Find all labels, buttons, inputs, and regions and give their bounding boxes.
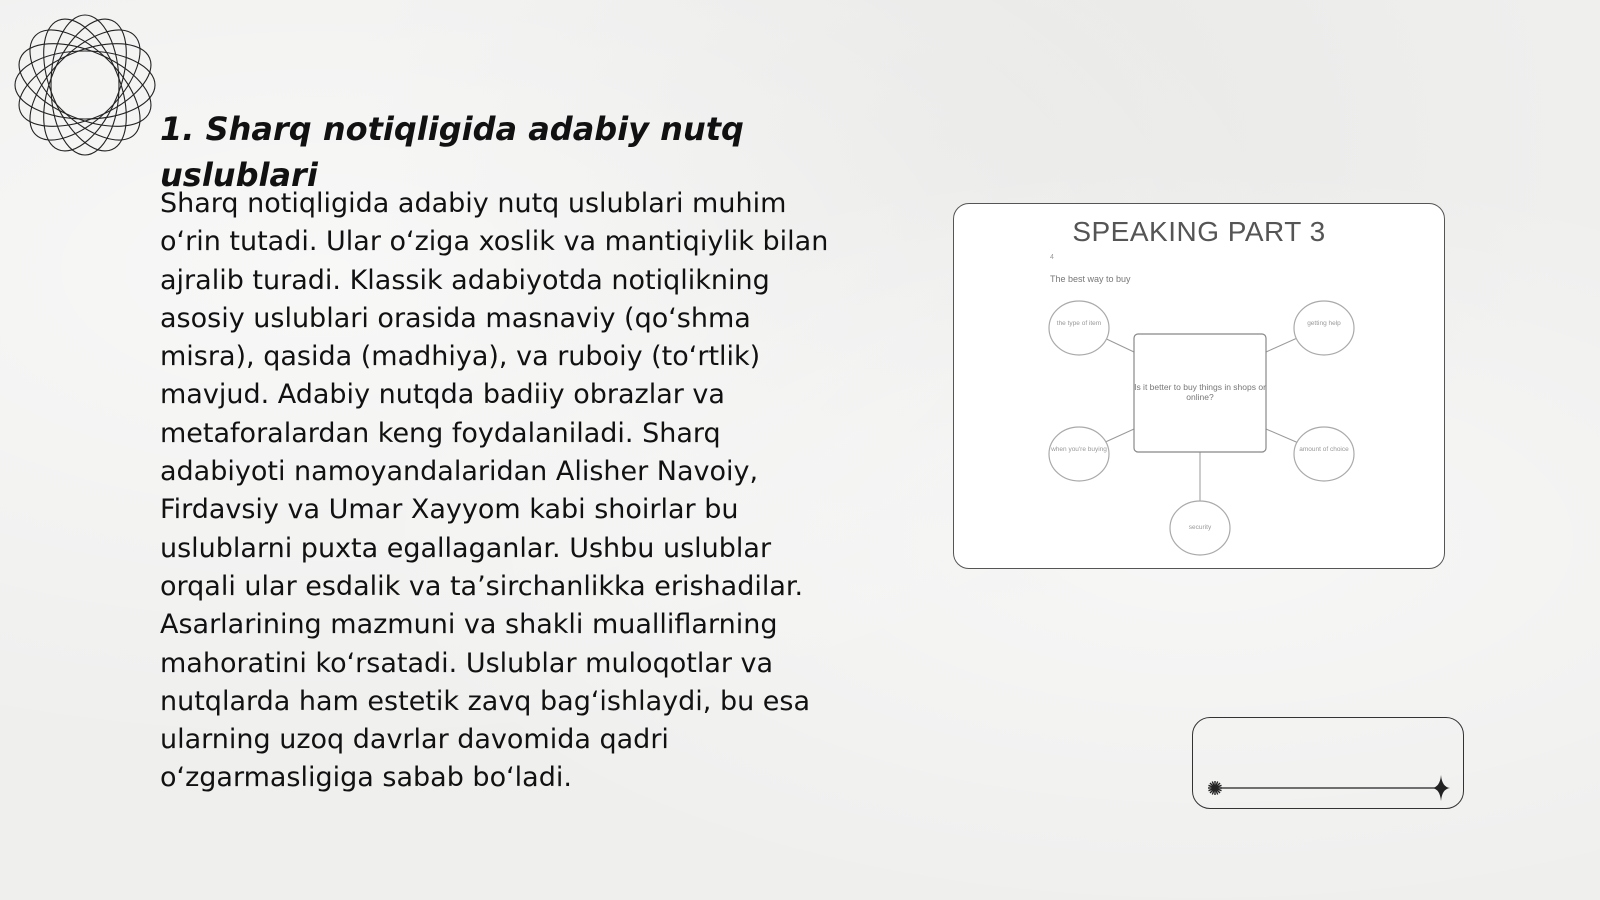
center-question: Is it better to buy things in shops or online? (1134, 382, 1266, 402)
circular-rosette-icon (10, 10, 160, 160)
slide-body-text: Sharq notiqligida adabiy nutq uslublari muhim o‘rin tutadi. Ular o‘ziga xoslik va mantiqiylik bilan ajralib turadi. Klassik adabiyotda notiqlikning asosiy uslublari orasida masnaviy (qo‘shma misra), qasida (madhiya), va ruboiy (to‘rtlik) mavjud. Adabiy nutqda badiiy obrazlar va metaforalardan keng foydalaniladi. Sharq adabiyoti namoyandalaridan Alisher Navoiy, Firdavsiy va Umar Xayyom kabi shoirlar bu uslublarni puxta egallaganlar. Ushbu uslublar orqali ular esdalik va ta’sirchanlikka erishadilar. Asarlarining mazmuni va shakli mualliflarning mahoratini ko‘rsatadi. Uslublar muloqotlar va nutqlarda ham estetik zavq bag‘ishlaydi, bu esa ularning uzoq davrlar davomida qadri o‘zgarmasligiga sabab bo‘ladi. (160, 188, 829, 794)
sparkle-icon (1208, 781, 1222, 795)
speaking-part-mark: 4 (1050, 254, 1054, 261)
bubble-text-bottom-right: amount of choice (1299, 446, 1349, 453)
bubble-bottom-left (1049, 427, 1109, 481)
bubble-text-top-left: the type of item (1056, 320, 1102, 327)
bubble-text-bottom: security (1188, 524, 1212, 531)
bubble-top-left (1049, 301, 1109, 355)
speaking-part-image (953, 203, 1445, 569)
slide-title: 1. Sharq notiqligida adabiy nutq uslublari (160, 110, 744, 194)
speaking-part-title: SPEAKING PART 3 (1072, 216, 1326, 247)
bubble-top-right (1294, 301, 1354, 355)
decorative-frame (1192, 717, 1464, 809)
four-point-star-icon (1432, 775, 1450, 801)
speaking-part-subtitle: The best way to buy (1050, 274, 1131, 284)
bubble-bottom-right (1294, 427, 1354, 481)
bubble-text-bottom-left: when you're buying (1051, 446, 1107, 453)
bubble-text-top-right: getting help (1307, 320, 1341, 327)
